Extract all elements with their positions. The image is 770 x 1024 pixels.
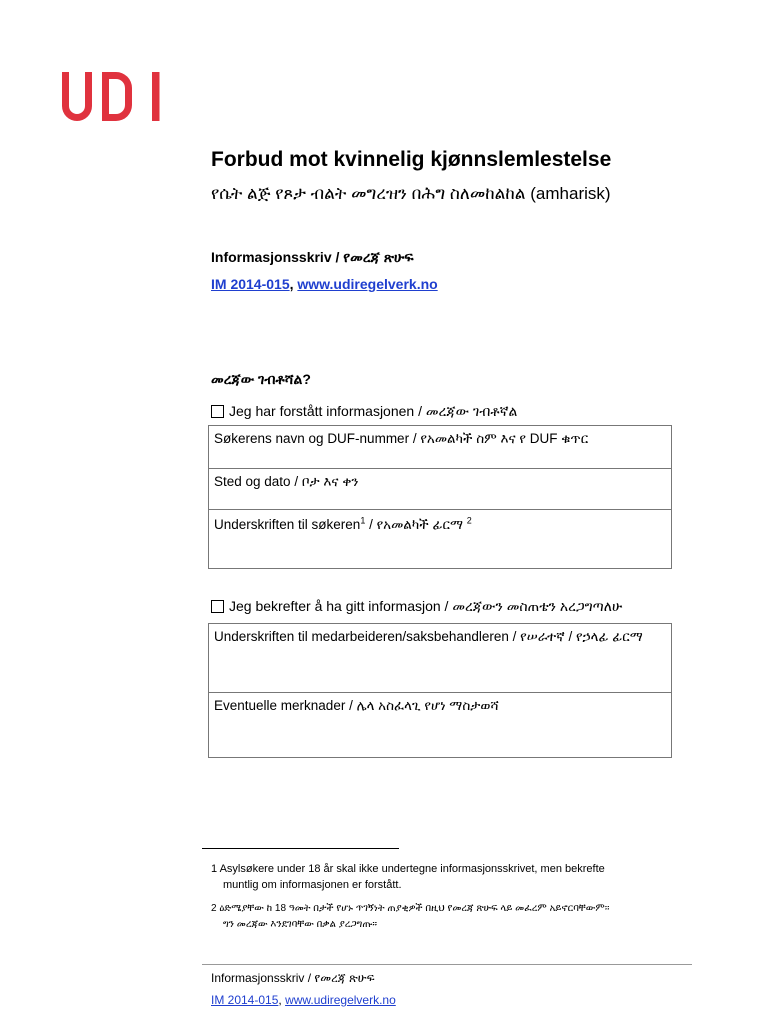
footnote-2-line1: 2 ዕድሜያቸው ከ 18 ዓመት በታች የሆኑ ጥገኝነት ጠያቂዎች በዚህ የመረጃ ጽሁፍ ላይ መፈረም አይኖርባቸውም፡፡: [211, 903, 610, 914]
footer-udiregelverk-link[interactable]: www.udiregelverk.no: [285, 993, 396, 1007]
footnote-1: [211, 861, 605, 893]
understood-checkbox-label: Jeg har forstått informasjonen / መረጃው ገብቶኛል: [229, 403, 518, 419]
reference-links: [211, 276, 438, 292]
footnote-ref-1: 1: [360, 515, 366, 525]
footnote-2: [211, 901, 609, 933]
udi-logo: [62, 72, 162, 127]
page-title: Forbud mot kvinnelig kjønnslemlestelse: [211, 148, 612, 171]
confirm-checkbox-label: Jeg bekrefter å ha gitt informasjon / መረጃውን መስጠቴን አረጋግጣለሁ: [229, 598, 623, 614]
footer-divider: [202, 964, 692, 965]
employee-form-box: [208, 623, 672, 758]
footer-links: [211, 993, 396, 1007]
footer-document-type: Informasjonsskriv / የመረጃ ጽሁፍ: [211, 971, 375, 985]
applicant-name-label: Søkerens navn og DUF-nummer / የአመልካች ስም እና የ DUF ቁጥር: [214, 431, 589, 446]
udiregelverk-link[interactable]: www.udiregelverk.no: [297, 276, 438, 292]
footnote-2-line2: ግን መረጃው እንደገባቸው በቃል ያረጋግጡ።: [223, 919, 378, 930]
remarks-field[interactable]: [209, 692, 671, 757]
footnote-1-line2: muntlig om informasjonen er forstått.: [223, 879, 402, 891]
remarks-label: Eventuelle merknader / ሌላ አስፈላጊ የሆነ ማስታወሻ: [214, 698, 499, 713]
applicant-name-field[interactable]: [209, 426, 671, 468]
understood-checkbox-row[interactable]: [211, 403, 517, 420]
page-subtitle: የሴት ልጅ የጾታ ብልት መግረዝን በሕግ ስለመከልከል (amharisk): [211, 184, 611, 203]
im-reference-link[interactable]: IM 2014-015: [211, 276, 290, 292]
footer-im-reference-link[interactable]: IM 2014-015: [211, 993, 279, 1007]
confirm-checkbox-row[interactable]: [211, 598, 622, 615]
footnote-divider: [202, 848, 399, 849]
applicant-signature-field[interactable]: [209, 509, 671, 568]
footnote-1-line1: 1 Asylsøkere under 18 år skal ikke undertegne informasjonsskrivet, men bekrefte: [211, 863, 605, 875]
employee-signature-field[interactable]: [209, 624, 671, 692]
footer-link-separator: ,: [278, 993, 286, 1007]
confirm-checkbox[interactable]: [211, 600, 224, 613]
footnote-ref-2: 2: [466, 515, 472, 525]
employee-signature-label: Underskriften til medarbeideren/saksbehandleren / የሠራተኛ / የኃላፊ ፊርማ: [214, 629, 643, 644]
document-type-label: Informasjonsskriv / የመረጃ ጽሁፍ: [211, 249, 414, 265]
place-date-label: Sted og dato / ቦታ እና ቀን: [214, 474, 359, 489]
link-separator: ,: [289, 276, 298, 292]
place-date-field[interactable]: [209, 468, 671, 509]
udi-logo-mark: [62, 72, 162, 122]
applicant-form-box: [208, 425, 672, 569]
applicant-signature-label: Underskriften til søkeren$^1$ / የአመልካች ፊርማ $^2$: [214, 515, 472, 532]
understood-question: መረጃው ገብቶሻል?: [211, 371, 311, 387]
understood-checkbox[interactable]: [211, 405, 224, 418]
